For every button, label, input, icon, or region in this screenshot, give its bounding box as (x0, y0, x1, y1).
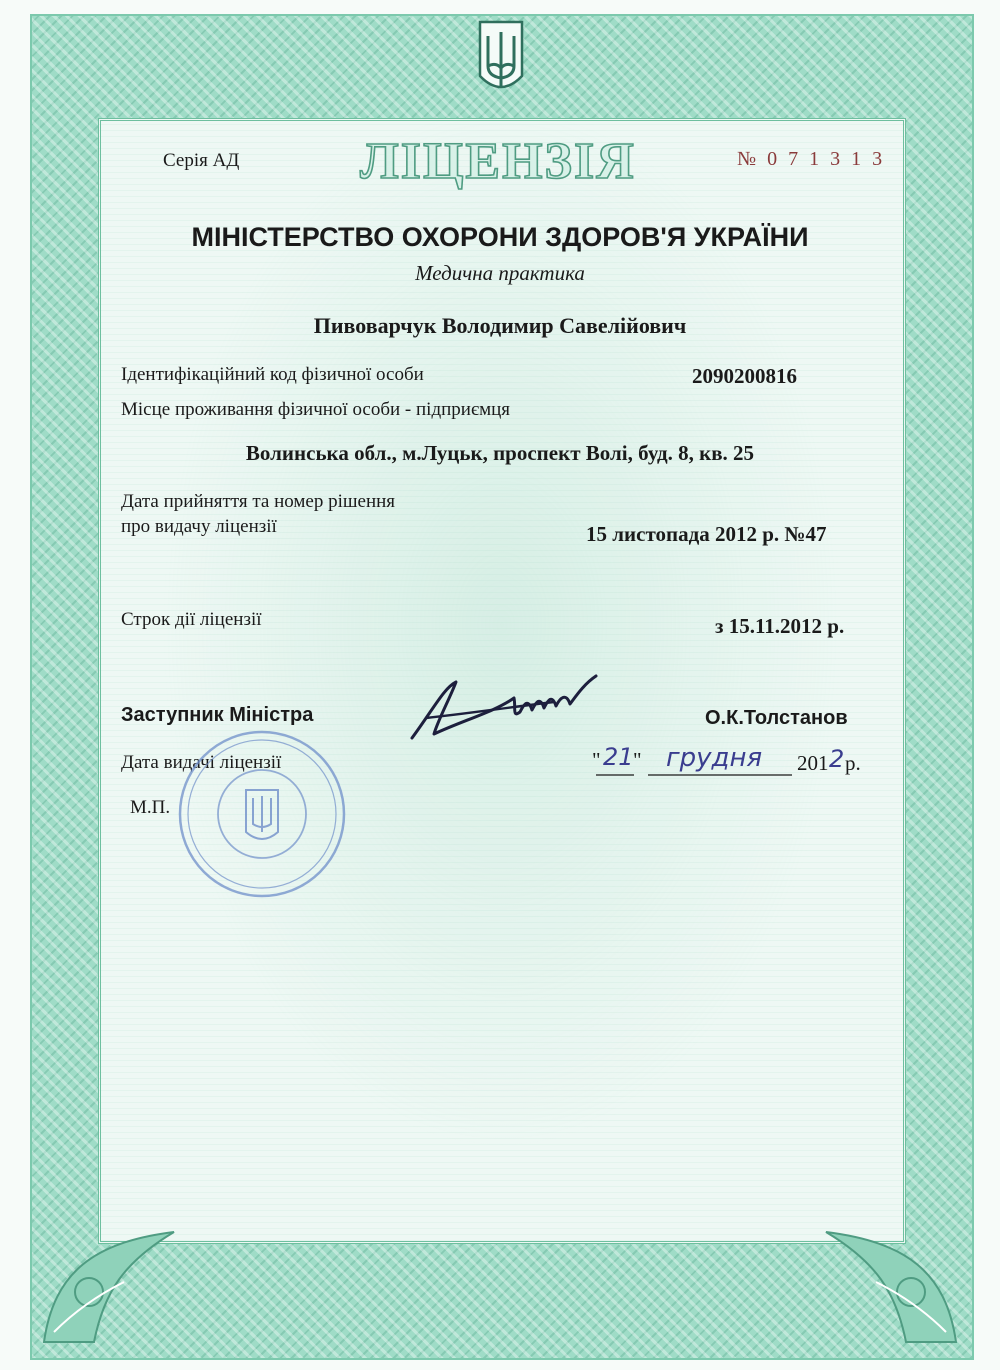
corner-ornament-icon (816, 1212, 966, 1352)
license-series: Серія АД (163, 150, 240, 171)
id-code-value: 2090200816 (692, 364, 797, 388)
corner-ornament-icon (34, 1212, 184, 1352)
residence-value: Волинська обл., м.Луцьк, проспект Волі, буд. 8, кв. 25 (245, 441, 755, 465)
signatory-position: Заступник Міністра (121, 704, 314, 726)
residence-label: Місце проживання фізичної особи - підприємця (121, 399, 511, 420)
issue-date-close-quote: " (633, 748, 642, 772)
decision-value: 15 листопада 2012 р. №47 (586, 522, 827, 546)
issue-date-year-suffix: р. (845, 751, 861, 775)
issue-date-year-digit: 2 (829, 745, 845, 773)
official-seal-icon (176, 728, 348, 900)
issue-date-underline (596, 772, 796, 778)
trident-emblem-icon (476, 18, 526, 100)
activity-type: Медична практика (415, 261, 585, 285)
decision-label-line1: Дата прийняття та номер рішення (121, 491, 396, 512)
id-code-label: Ідентифікаційний код фізичної особи (121, 364, 424, 385)
signatory-name: О.К.Толстанов (705, 707, 848, 729)
issue-date-day: 21 (603, 743, 634, 771)
stamp-place-label: М.П. (130, 797, 171, 818)
document-title: ЛІЦЕНЗІЯ (360, 133, 636, 190)
license-number: № 0 7 1 3 1 3 (737, 148, 886, 170)
term-value: з 15.11.2012 р. (715, 614, 845, 638)
issue-date-label: Дата видачі ліцензії (121, 752, 282, 773)
decision-label-line2: про видачу ліцензії (121, 516, 277, 537)
issue-date-year-prefix: 201 (797, 751, 829, 775)
issuing-ministry: МІНІСТЕРСТВО ОХОРОНИ ЗДОРОВ'Я УКРАЇНИ (191, 222, 809, 252)
term-label: Строк дії ліцензії (121, 609, 262, 630)
handwritten-signature (404, 668, 600, 748)
issue-date-month: грудня (666, 743, 763, 773)
license-holder-name: Пивоварчук Володимир Савелійович (313, 313, 687, 338)
issue-date-open-quote: " (592, 748, 601, 772)
